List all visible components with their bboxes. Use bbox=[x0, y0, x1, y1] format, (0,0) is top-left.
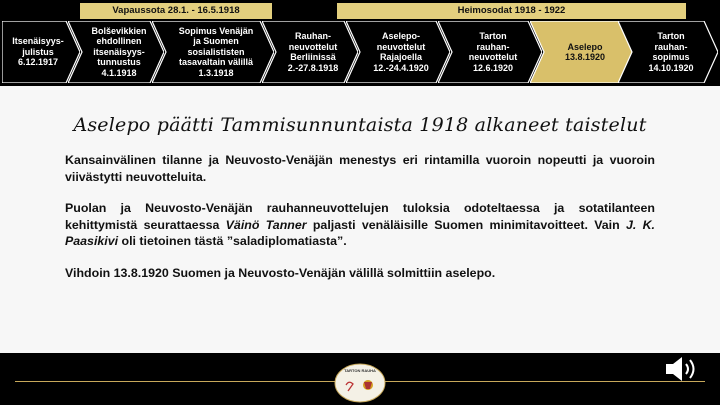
timeline-step-label: Bolševikkien ehdollinen itsenäisyys- tunnustus 4.1.1918 bbox=[91, 25, 147, 78]
timeline-step-bolsevikkien-tunnustus[interactable] bbox=[68, 21, 164, 83]
timeline-step-label: Rauhan- neuvottelut Berliinissä 2.-27.8.1918 bbox=[287, 31, 339, 73]
timeline-step-label: Itsenäisyys- julistus 6.12.1917 bbox=[12, 36, 64, 68]
timeline-step-sopimus[interactable] bbox=[152, 21, 274, 83]
timeline-band bbox=[0, 0, 720, 86]
paragraph-1: Kansainvälinen tilanne ja Neuvosto-Venäjän menestys eri rintamilla vuoroin nopeutti ja vuoroin viivästytti neuvotteluita. bbox=[65, 153, 655, 184]
timeline-step-tarton-neuvottelut[interactable] bbox=[438, 21, 542, 83]
era-heimosodat: Heimosodat 1918 - 1922 bbox=[337, 3, 686, 19]
paragraph-3: Vihdoin 13.8.1920 Suomen ja Neuvosto-Venäjän välillä solmittiin aselepo. bbox=[65, 265, 496, 280]
paragraph-2-text: oli tietoinen tästä ”saladiplomatiasta”. bbox=[118, 234, 347, 248]
timeline-step-tarton-sopimus[interactable] bbox=[618, 21, 718, 83]
slide-body bbox=[65, 152, 655, 296]
era-vapaussota: Vapaussota 28.1. - 16.5.1918 bbox=[80, 3, 272, 19]
name-paasikivi: J. K. Paasikivi bbox=[65, 217, 656, 248]
tarton-rauha-logo bbox=[334, 363, 386, 403]
slide-title: Aselepo päätti Tammisunnuntaista 1918 alkaneet taistelut bbox=[73, 114, 647, 136]
timeline-step-rajajoki[interactable] bbox=[346, 21, 450, 83]
svg-text:TARTON RAUHA: TARTON RAUHA bbox=[344, 368, 376, 373]
timeline-step-label: Sopimus Venäjän ja Suomen sosialististen tasavaltain välillä 1.3.1918 bbox=[178, 25, 254, 78]
paragraph-2 bbox=[65, 200, 655, 250]
paragraph-2-text: Puolan ja Neuvosto-Venäjän rauhanneuvottelujen tuloksia odoteltaessa ja sotatilanteen kehittymistä seurattaessa bbox=[65, 201, 655, 232]
timeline-step-label: Aselepo- neuvottelut Rajajoella 12.-24.4.1920 bbox=[373, 31, 429, 73]
timeline-step-berliini[interactable] bbox=[262, 21, 358, 83]
paragraph-2-text: paljasti venäläisille Suomen minimitavoitteet. Vain bbox=[306, 217, 626, 232]
speaker-icon[interactable] bbox=[662, 354, 702, 384]
timeline-step-label: Tarton rauhan- neuvottelut 12.6.1920 bbox=[468, 31, 518, 73]
name-vaino-tanner: Väinö Tanner bbox=[225, 217, 307, 232]
timeline-step-label: Aselepo 13.8.1920 bbox=[564, 41, 606, 62]
timeline-step-label: Tarton rauhan- sopimus 14.10.1920 bbox=[648, 31, 694, 73]
